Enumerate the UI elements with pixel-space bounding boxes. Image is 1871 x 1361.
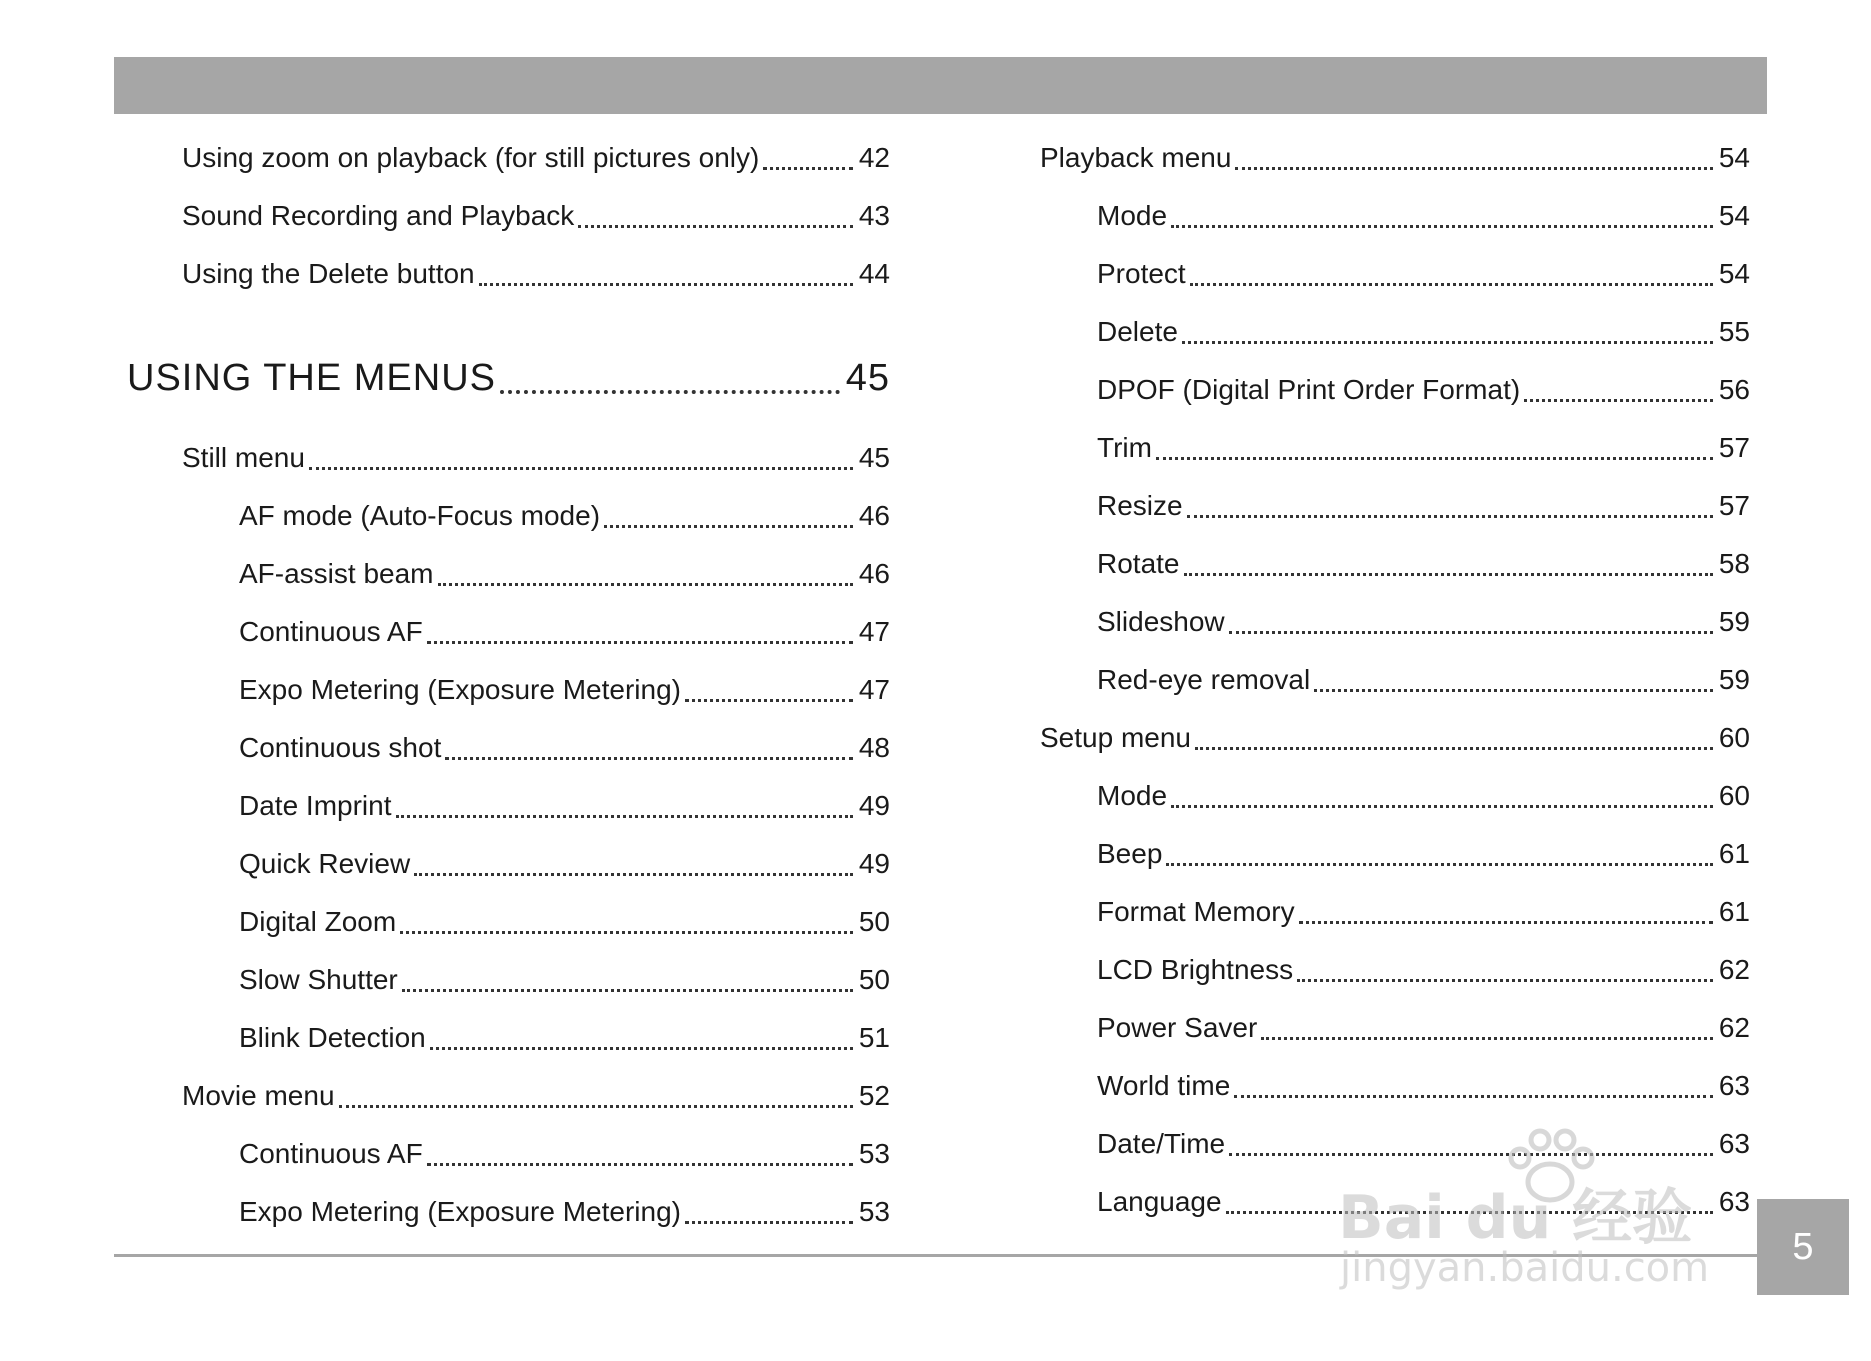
dot-leader (414, 873, 853, 876)
toc-entry-title: Mode (1097, 200, 1168, 231)
toc-entry-title: Setup menu (1040, 722, 1191, 753)
toc-entry[interactable] (239, 1194, 890, 1230)
watermark-logo: Bai du 经验 (1338, 1183, 1693, 1253)
toc-entry-page: 61 (1718, 896, 1750, 927)
toc-entry[interactable] (182, 1078, 890, 1114)
toc-entry-page: 55 (1718, 316, 1750, 347)
toc-entry-title: Resize (1097, 490, 1183, 521)
toc-entry-title: Digital Zoom (239, 906, 397, 937)
toc-entry-page: 58 (1718, 548, 1750, 579)
toc-entry-title: Delete (1097, 316, 1178, 347)
toc-entry-page: 63 (1718, 1070, 1750, 1101)
toc-entry-title: Trim (1097, 432, 1152, 463)
dot-leader (1235, 167, 1712, 170)
toc-entry[interactable] (239, 788, 890, 824)
toc-entry-title: World time (1097, 1070, 1231, 1101)
toc-entry-title: Beep (1097, 838, 1163, 869)
toc-entry-page: 43 (858, 200, 890, 231)
dot-leader (1229, 1153, 1713, 1156)
toc-entry[interactable] (1097, 256, 1750, 292)
toc-entry-page: 56 (1718, 374, 1750, 405)
dot-leader (402, 989, 853, 992)
toc-entry-page: 45 (845, 357, 890, 399)
toc-entry[interactable] (1097, 488, 1750, 524)
toc-entry[interactable] (1097, 1184, 1750, 1220)
toc-entry-title: Red-eye removal (1097, 664, 1311, 695)
dot-leader (1195, 747, 1713, 750)
toc-entry-title: DPOF (Digital Print Order Format) (1097, 374, 1521, 405)
dot-leader (1190, 283, 1713, 286)
toc-entry[interactable] (182, 440, 890, 476)
toc-entry-page: 42 (858, 142, 890, 173)
toc-entry-page: 59 (1718, 664, 1750, 695)
dot-leader (427, 1163, 853, 1166)
toc-entry[interactable] (182, 140, 890, 176)
page-number: 5 (1792, 1225, 1814, 1268)
toc-entry-page: 46 (858, 500, 890, 531)
dot-leader (685, 1221, 853, 1224)
toc-entry-title: Date Imprint (239, 790, 392, 821)
toc-entry-page: 47 (858, 616, 890, 647)
dot-leader (1297, 979, 1713, 982)
toc-entry[interactable] (239, 1020, 890, 1056)
toc-entry[interactable] (1040, 720, 1750, 756)
dot-leader (604, 525, 853, 528)
toc-entry-title: Protect (1097, 258, 1186, 289)
dot-leader (438, 583, 853, 586)
dot-leader (400, 931, 853, 934)
toc-entry[interactable] (239, 556, 890, 592)
toc-entry-title: Using the Delete button (182, 258, 475, 289)
toc-entry-page: 46 (858, 558, 890, 589)
watermark-url: jingyan.baidu.com (1340, 1245, 1710, 1291)
toc-entry-page: 52 (858, 1080, 890, 1111)
toc-entry[interactable] (1097, 546, 1750, 582)
toc-entry-page: 63 (1718, 1128, 1750, 1159)
dot-leader (445, 757, 852, 760)
dot-leader (1226, 1211, 1713, 1214)
toc-entry-page: 49 (858, 848, 890, 879)
toc-entry[interactable] (239, 614, 890, 650)
toc-entry[interactable] (239, 962, 890, 998)
toc-entry[interactable] (182, 256, 890, 292)
toc-entry-title: Mode (1097, 780, 1168, 811)
toc-entry[interactable] (1097, 952, 1750, 988)
toc-entry[interactable] (1097, 198, 1750, 234)
toc-entry[interactable] (1097, 1010, 1750, 1046)
toc-entry-page: 57 (1718, 490, 1750, 521)
toc-entry-title: Slow Shutter (239, 964, 398, 995)
toc-entry-title: Expo Metering (Exposure Metering) (239, 1196, 681, 1227)
toc-entry[interactable] (1097, 836, 1750, 872)
toc-entry[interactable] (1097, 372, 1750, 408)
toc-entry-page: 60 (1718, 780, 1750, 811)
toc-entry-page: 54 (1718, 200, 1750, 231)
toc-entry[interactable] (1040, 140, 1750, 176)
toc-entry-page: 50 (858, 906, 890, 937)
bottom-rule (114, 1254, 1767, 1257)
page-number-badge (1757, 1199, 1849, 1295)
dot-leader (500, 390, 840, 394)
dot-leader (1171, 225, 1713, 228)
toc-entry-title: Language (1097, 1186, 1222, 1217)
toc-entry-title: Quick Review (239, 848, 411, 879)
dot-leader (1524, 399, 1713, 402)
toc-entry[interactable] (1097, 894, 1750, 930)
toc-entry-title: Format Memory (1097, 896, 1295, 927)
toc-entry-title: Slideshow (1097, 606, 1225, 637)
toc-entry-page: 53 (858, 1138, 890, 1169)
toc-entry-title: Continuous shot (239, 732, 442, 763)
toc-entry-title: LCD Brightness (1097, 954, 1294, 985)
toc-entry-title: USING THE MENUS (127, 357, 497, 399)
toc-entry-page: 54 (1718, 258, 1750, 289)
toc-entry[interactable] (239, 846, 890, 882)
toc-entry-page: 44 (858, 258, 890, 289)
toc-entry[interactable] (239, 672, 890, 708)
toc-entry[interactable] (1097, 430, 1750, 466)
toc-entry-page: 47 (858, 674, 890, 705)
toc-entry-title: Expo Metering (Exposure Metering) (239, 674, 681, 705)
dot-leader (1166, 863, 1712, 866)
dot-leader (339, 1105, 853, 1108)
toc-entry[interactable] (239, 730, 890, 766)
toc-entry-title: Power Saver (1097, 1012, 1258, 1043)
dot-leader (1156, 457, 1713, 460)
toc-entry-page: 62 (1718, 1012, 1750, 1043)
toc-entry[interactable] (239, 498, 890, 534)
toc-entry-page: 59 (1718, 606, 1750, 637)
toc-entry-page: 54 (1718, 142, 1750, 173)
dot-leader (1234, 1095, 1713, 1098)
toc-entry-page: 51 (858, 1022, 890, 1053)
dot-leader (1261, 1037, 1713, 1040)
toc-entry-page: 60 (1718, 722, 1750, 753)
toc-entry-title: Sound Recording and Playback (182, 200, 575, 231)
dot-leader (1171, 805, 1713, 808)
dot-leader (427, 641, 853, 644)
toc-entry-title: Date/Time (1097, 1128, 1226, 1159)
toc-entry[interactable] (1097, 662, 1750, 698)
dot-leader (430, 1047, 853, 1050)
dot-leader (1184, 573, 1713, 576)
toc-entry-page: 62 (1718, 954, 1750, 985)
toc-entry-page: 48 (858, 732, 890, 763)
dot-leader (1229, 631, 1713, 634)
toc-entry[interactable] (1097, 1068, 1750, 1104)
dot-leader (1182, 341, 1713, 344)
toc-entry-title: Using zoom on playback (for still pictures only) (182, 142, 760, 173)
toc-entry[interactable] (239, 1136, 890, 1172)
toc-entry-title: Playback menu (1040, 142, 1232, 173)
dot-leader (309, 467, 853, 470)
toc-entry[interactable] (1097, 604, 1750, 640)
dot-leader (1314, 689, 1713, 692)
toc-chapter-entry[interactable] (127, 354, 890, 402)
toc-entry-page: 63 (1718, 1186, 1750, 1217)
dot-leader (1187, 515, 1713, 518)
toc-entry-title: Continuous AF (239, 1138, 423, 1169)
toc-entry-page: 45 (858, 442, 890, 473)
toc-entry-page: 57 (1718, 432, 1750, 463)
dot-leader (685, 699, 853, 702)
toc-entry-title: Rotate (1097, 548, 1180, 579)
toc-entry-page: 53 (858, 1196, 890, 1227)
dot-leader (396, 815, 853, 818)
toc-entry[interactable] (239, 904, 890, 940)
toc-entry-page: 50 (858, 964, 890, 995)
toc-entry-title: Blink Detection (239, 1022, 426, 1053)
toc-entry[interactable] (182, 198, 890, 234)
dot-leader (1299, 921, 1713, 924)
dot-leader (763, 167, 853, 170)
toc-entry[interactable] (1097, 314, 1750, 350)
toc-entry[interactable] (1097, 778, 1750, 814)
toc-entry-title: Movie menu (182, 1080, 335, 1111)
dot-leader (578, 225, 853, 228)
toc-entry[interactable] (1097, 1126, 1750, 1162)
dot-leader (479, 283, 853, 286)
toc-entry-page: 61 (1718, 838, 1750, 869)
toc-entry-title: Still menu (182, 442, 305, 473)
toc-entry-title: AF mode (Auto-Focus mode) (239, 500, 601, 531)
header-band (114, 57, 1767, 114)
toc-entry-title: AF-assist beam (239, 558, 434, 589)
toc-entry-title: Continuous AF (239, 616, 423, 647)
toc-entry-page: 49 (858, 790, 890, 821)
